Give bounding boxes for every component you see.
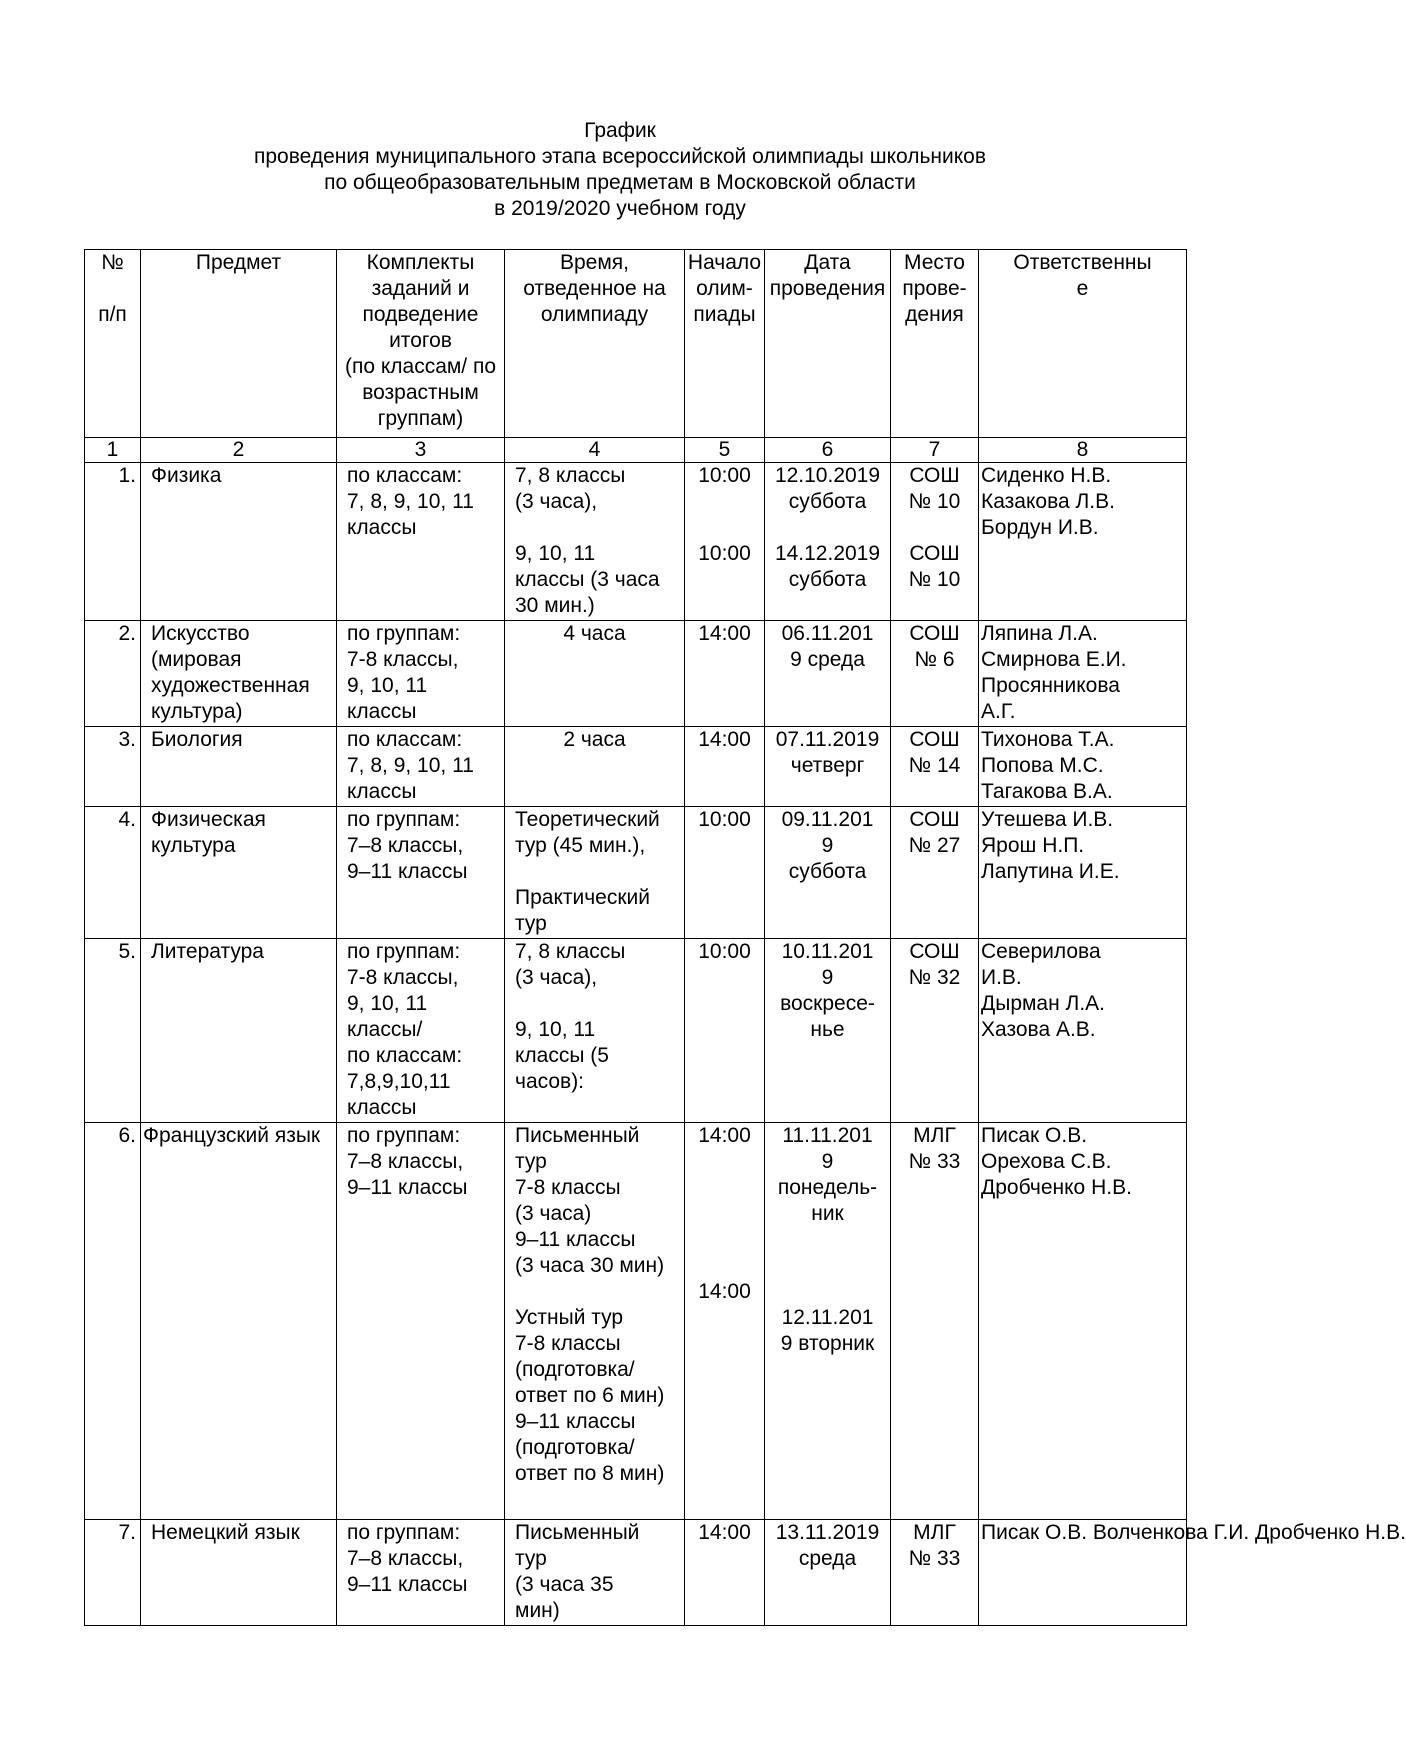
table-row [85, 463, 1187, 621]
column-number: 2 [141, 438, 337, 463]
header-place: Место прове- дения [891, 250, 979, 438]
column-number: 3 [337, 438, 505, 463]
header-responsible: Ответственны е [979, 250, 1187, 438]
place-cell: СОШ № 10 СОШ № 10 [891, 463, 979, 621]
row-number: 6. [85, 1123, 141, 1520]
table-row [85, 727, 1187, 807]
title-line-1: График [584, 119, 656, 142]
table-row [85, 621, 1187, 727]
subject-cell: Физическая культура [141, 807, 337, 939]
table-row [85, 1123, 1187, 1520]
sets-cell: по классам: 7, 8, 9, 10, 11 классы [337, 463, 505, 621]
subject-cell: Немецкий язык [141, 1520, 337, 1626]
title-line-2: проведения муниципального этапа всероссийской олимпиады школьников [254, 145, 986, 168]
row-number: 5. [85, 939, 141, 1123]
responsible-cell: Писак О.В. Волченкова Г.И. Дробченко Н.В. [979, 1520, 1187, 1626]
column-number: 4 [505, 438, 685, 463]
start-cell: 14:00 14:00 [685, 1123, 765, 1520]
title-line-4: в 2019/2020 учебном году [494, 197, 746, 220]
row-number: 7. [85, 1520, 141, 1626]
column-numbers-row [85, 438, 1187, 463]
title-line-3: по общеобразовательным предметам в Московской области [324, 171, 916, 194]
time-cell: Письменный тур (3 часа 35 мин) [505, 1520, 685, 1626]
place-cell: МЛГ № 33 [891, 1123, 979, 1520]
responsible-cell: Сиденко Н.В. Казакова Л.В. Бордун И.В. [979, 463, 1187, 621]
column-number: 5 [685, 438, 765, 463]
sets-cell: по группам: 7–8 классы, 9–11 классы [337, 1123, 505, 1520]
table-row [85, 1520, 1187, 1626]
place-cell: СОШ № 14 [891, 727, 979, 807]
header-time: Время, отведенное на олимпиаду [505, 250, 685, 438]
responsible-cell: Северилова И.В. Дырман Л.А. Хазова А.В. [979, 939, 1187, 1123]
sets-cell: по группам: 7–8 классы, 9–11 классы [337, 807, 505, 939]
sets-cell: по группам: 7-8 классы, 9, 10, 11 классы/ по классам: 7,8,9,10,11 классы [337, 939, 505, 1123]
header-row [85, 250, 1187, 438]
table-row [85, 939, 1187, 1123]
header-subject: Предмет [141, 250, 337, 438]
date-cell: 11.11.201 9 понедель- ник 12.11.201 9 вторник [765, 1123, 891, 1520]
start-cell: 10:00 10:00 [685, 463, 765, 621]
subject-cell: Искусство (мировая художественная культура) [141, 621, 337, 727]
time-cell: Письменный тур 7-8 классы (3 часа) 9–11 классы (3 часа 30 мин) Устный тур 7-8 классы (подготовка/ ответ по 6 мин) 9–11 классы (подготовка/ ответ по 8 мин) [505, 1123, 685, 1520]
start-cell: 14:00 [685, 1520, 765, 1626]
sets-cell: по классам: 7, 8, 9, 10, 11 классы [337, 727, 505, 807]
schedule-table [84, 249, 1406, 1626]
row-number: 3. [85, 727, 141, 807]
start-cell: 14:00 [685, 621, 765, 727]
subject-cell: Литература [141, 939, 337, 1123]
subject-cell: Физика [141, 463, 337, 621]
sets-cell: по группам: 7–8 классы, 9–11 классы [337, 1520, 505, 1626]
row-number: 2. [85, 621, 141, 727]
row-number: 1. [85, 463, 141, 621]
date-cell: 12.10.2019 суббота 14.12.2019 суббота [765, 463, 891, 621]
date-cell: 06.11.201 9 среда [765, 621, 891, 727]
time-cell: 2 часа [505, 727, 685, 807]
header-sets: Комплекты заданий и подведение итогов (по классам/ по возрастным группам) [337, 250, 505, 438]
header-num: № п/п [85, 250, 141, 438]
date-cell: 13.11.2019 среда [765, 1520, 891, 1626]
place-cell: МЛГ № 33 [891, 1520, 979, 1626]
time-cell: 4 часа [505, 621, 685, 727]
place-cell: СОШ № 32 [891, 939, 979, 1123]
document-title [0, 118, 1240, 222]
date-cell: 09.11.201 9 суббота [765, 807, 891, 939]
column-number: 1 [85, 438, 141, 463]
column-number: 6 [765, 438, 891, 463]
responsible-cell: Утешева И.В. Ярош Н.П. Лапутина И.Е. [979, 807, 1187, 939]
place-cell: СОШ № 27 [891, 807, 979, 939]
header-date: Дата проведения [765, 250, 891, 438]
date-cell: 10.11.201 9 воскресе- нье [765, 939, 891, 1123]
table-row [85, 807, 1187, 939]
responsible-cell: Тихонова Т.А. Попова М.С. Тагакова В.А. [979, 727, 1187, 807]
header-start: Начало олим- пиады [685, 250, 765, 438]
row-number: 4. [85, 807, 141, 939]
start-cell: 10:00 [685, 807, 765, 939]
responsible-cell: Писак О.В. Орехова С.В. Дробченко Н.В. [979, 1123, 1187, 1520]
column-number: 8 [979, 438, 1187, 463]
start-cell: 10:00 [685, 939, 765, 1123]
responsible-cell: Ляпина Л.А. Смирнова Е.И. Просянникова А.Г. [979, 621, 1187, 727]
time-cell: Теоретический тур (45 мин.), Практический тур [505, 807, 685, 939]
date-cell: 07.11.2019 четверг [765, 727, 891, 807]
subject-cell: Французский язык [141, 1123, 337, 1520]
subject-cell: Биология [141, 727, 337, 807]
column-number: 7 [891, 438, 979, 463]
place-cell: СОШ № 6 [891, 621, 979, 727]
time-cell: 7, 8 классы (3 часа), 9, 10, 11 классы (5 часов): [505, 939, 685, 1123]
sets-cell: по группам: 7-8 классы, 9, 10, 11 классы [337, 621, 505, 727]
start-cell: 14:00 [685, 727, 765, 807]
time-cell: 7, 8 классы (3 часа), 9, 10, 11 классы (3 часа 30 мин.) [505, 463, 685, 621]
